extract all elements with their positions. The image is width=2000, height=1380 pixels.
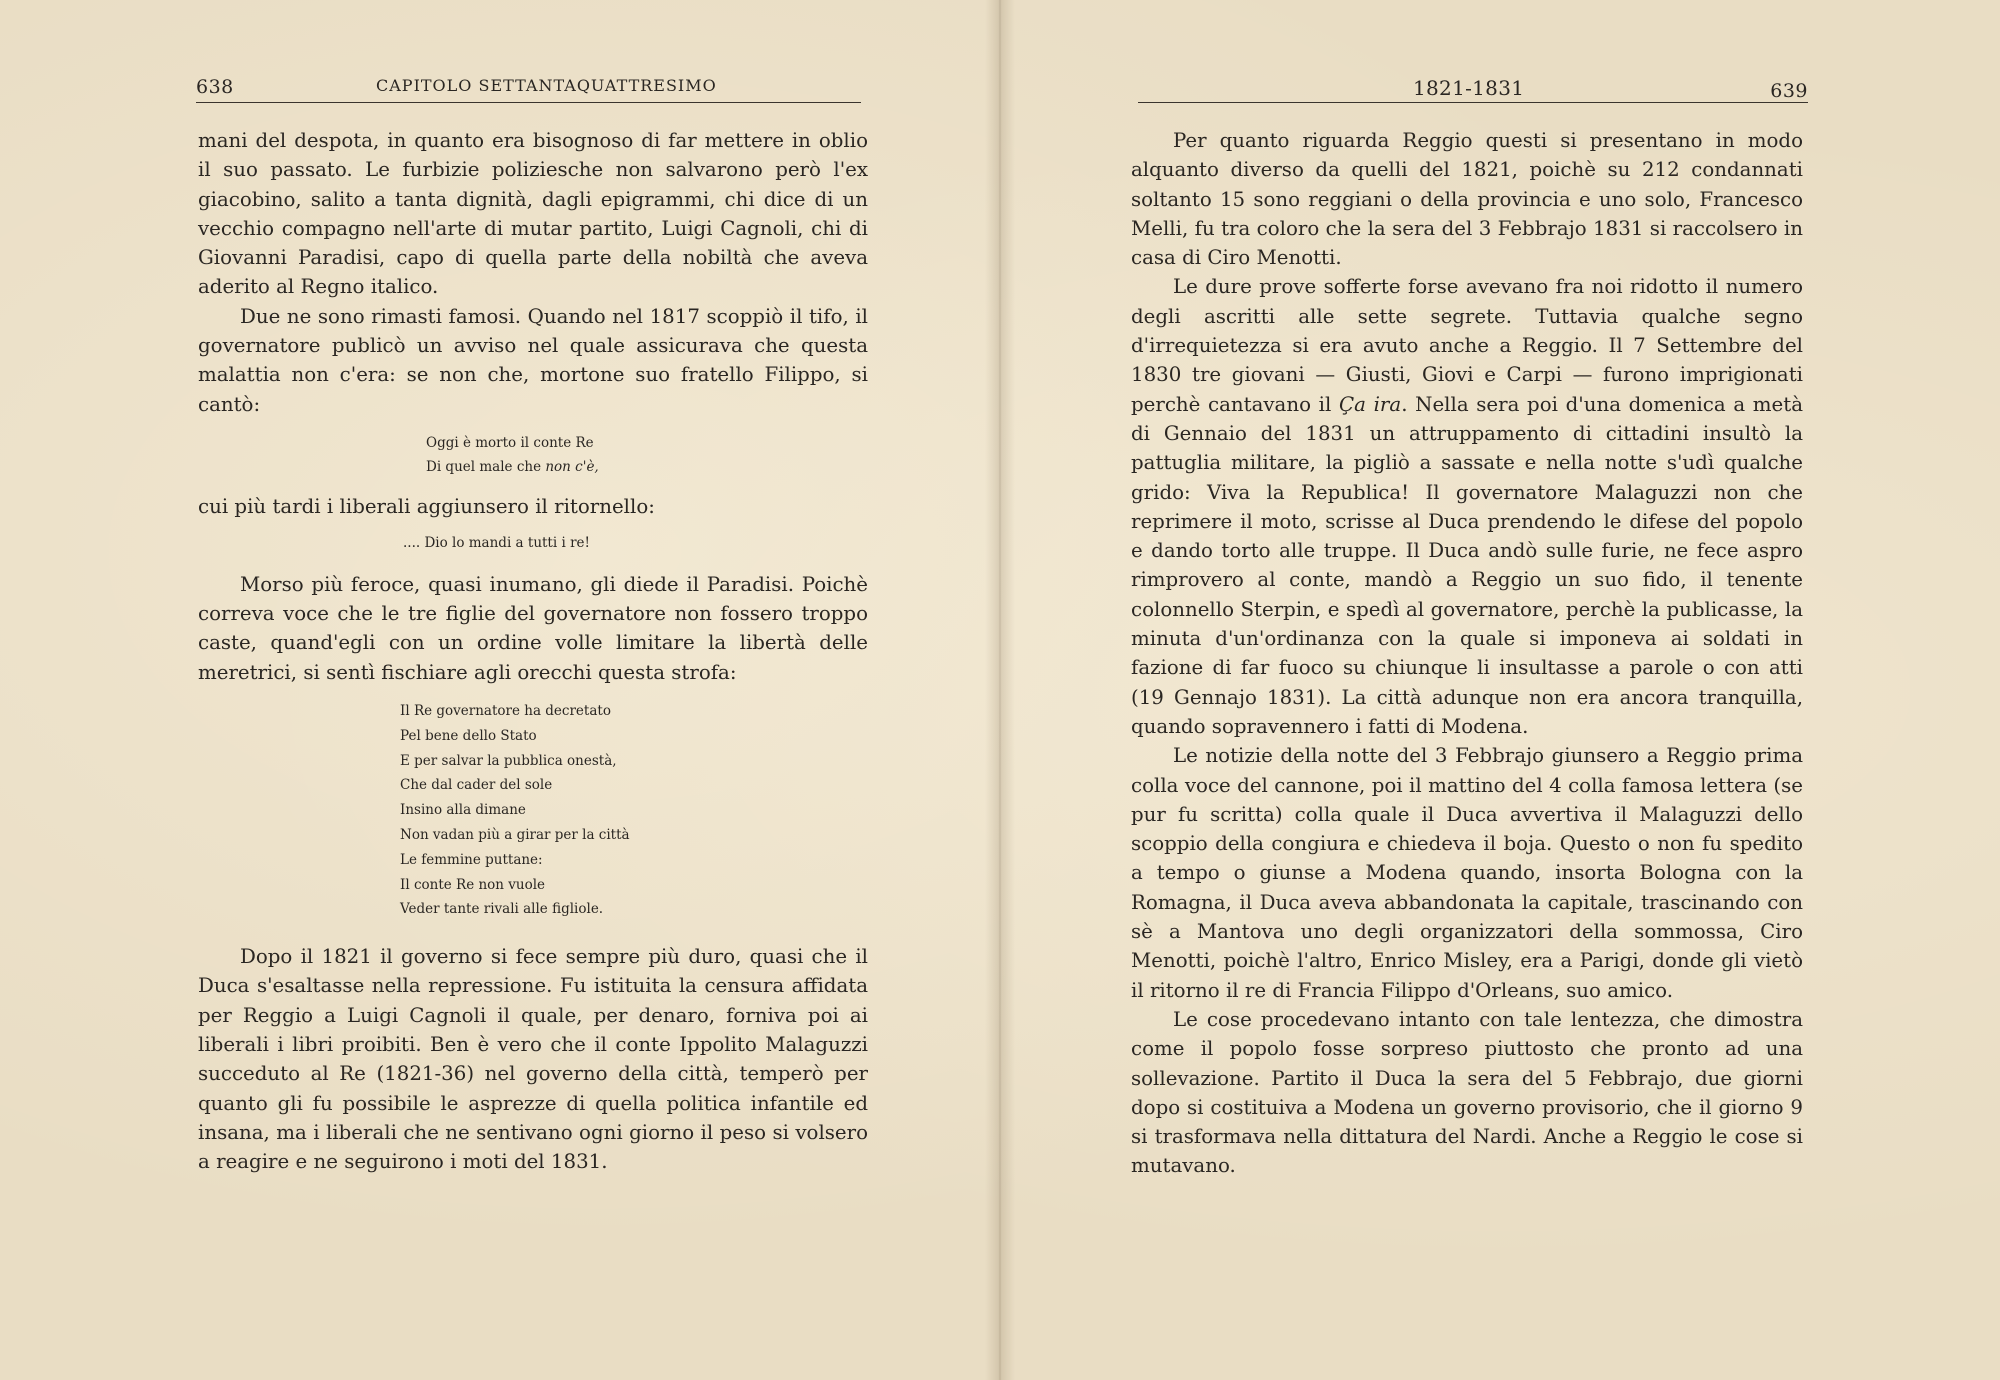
- right-paragraph-2-part-b: . Nella sera poi d'una domenica a metà di Gennaio del 1831 un attruppamento di cittadini insultò la pattuglia militare, la pigliò a sassate e nella notte s'udì qualche grido: Viva la Republica! Il governatore Malaguzzi non che reprimere il moto, scrisse al Duca prendendo le difese del popolo e dando torto alle truppe. Il Duca andò sulle furie, ne fece aspro rimprovero al conte, mandò a Reggio un suo fido, il tenente colonnello Sterpin, e spedì al governatore, perchè la publicasse, la minuta d'un'ordinanza con la quale si imponeva ai soldati in fazione di far fuoco su chiunque li insultasse a parole o con atti (19 Gennajo 1831). La città adunque non era ancora tranquilla, quando sopravennero i fatti di Modena.: [1131, 392, 1803, 738]
- verse-3-line: Le femmine puttane:: [400, 851, 543, 868]
- verse-3-line: Insino alla dimane: [400, 802, 526, 819]
- verse-block-3: [198, 699, 868, 922]
- right-page: [1010, 0, 2000, 1380]
- ca-ira-italic: Ça ira: [1339, 392, 1402, 416]
- left-page-body: [198, 126, 868, 1177]
- verse-block-2: [198, 531, 868, 556]
- left-paragraph-2: Due ne sono rimasti famosi. Quando nel 1817 scoppiò il tifo, il governatore publicò un avviso nel quale assicurava che questa malattia non c'era: se non che, mortone suo fratello Filippo, si cantò:: [198, 304, 868, 416]
- verse-3-line: Che dal cader del sole: [400, 777, 553, 794]
- left-running-header: [196, 72, 861, 103]
- right-page-body: [1131, 126, 1803, 1181]
- verse-3-line: Il conte Re non vuole: [400, 876, 546, 893]
- left-page: [0, 0, 990, 1380]
- left-running-head: CAPITOLO SETTANTAQUATTRESIMO: [376, 76, 717, 95]
- verse-1-line-2: [426, 455, 868, 480]
- left-paragraph-1: mani del despota, in quanto era bisognoso di far mettere in oblio il suo passato. Le furbizie poliziesche non salvarono però l'ex giacobino, salito a tanta dignità, dagli epigrammi, chi dice di un vecchio compagno nell'arte di mutar partito, Luigi Cagnoli, chi di Giovanni Paradisi, capo di quella parte della nobiltà che aveva aderito al Regno italico.: [198, 129, 868, 299]
- left-paragraph-3: cui più tardi i liberali aggiunsero il ritornello:: [198, 494, 655, 518]
- verse-2-line-1: .... Dio lo mandi a tutti i re!: [403, 535, 590, 552]
- right-running-header: [1138, 72, 1808, 103]
- verse-1-line-2-italic: non c'è,: [545, 459, 599, 476]
- verse-3-line: Veder tante rivali alle figliole.: [400, 901, 604, 918]
- right-running-head: 1821-1831: [1413, 76, 1525, 100]
- right-paragraph-1: Per quanto riguarda Reggio questi si presentano in modo alquanto diverso da quelli del 1821, poichè su 212 condannati soltanto 15 sono reggiani o della provincia e uno solo, Francesco Melli, fu tra coloro che la sera del 3 Febbrajo 1831 si raccolsero in casa di Ciro Menotti.: [1131, 129, 1803, 270]
- verse-3-line: Pel bene dello Stato: [400, 727, 537, 744]
- verse-1-line-1: Oggi è morto il conte Re: [426, 434, 594, 451]
- right-page-number: 639: [1770, 80, 1808, 102]
- left-page-number: 638: [196, 76, 234, 98]
- right-paragraph-2: [1131, 272, 1803, 741]
- left-paragraph-4: Morso più feroce, quasi inumano, gli diede il Paradisi. Poichè correva voce che le tre figlie del governatore non fossero troppo caste, quand'egli con un ordine volle limitare la libertà delle meretrici, si sentì fischiare agli orecchi questa strofa:: [198, 572, 868, 684]
- right-paragraph-2-part-a: Le dure prove sofferte forse avevano fra noi ridotto il numero degli ascritti alle sette segrete. Tuttavia qualche segno d'irrequietezza si era avuto anche a Reggio. Il 7 Settembre del 1830 tre giovani — Giusti, Giovi e Carpi — furono imprigionati perchè cantavano il: [1131, 275, 1803, 416]
- left-paragraph-5: Dopo il 1821 il governo si fece sempre più duro, quasi che il Duca s'esaltasse nella repressione. Fu istituita la censura affidata per Reggio a Luigi Cagnoli il quale, per denaro, forniva poi ai liberali i libri proibiti. Ben è vero che il conte Ippolito Malaguzzi succeduto al Re (1821-36) nel governo della città, temperò per quanto gli fu possibile le asprezze di quella politica infantile ed insana, ma i liberali che ne sentivano ogni giorno il peso si volsero a reagire e ne seguirono i moti del 1831.: [198, 945, 868, 1174]
- verse-1-line-2-text: Di quel male che: [426, 459, 542, 476]
- verse-3-line: Il Re governatore ha decretato: [400, 702, 611, 719]
- verse-3-line: Non vadan più a girar per la città: [400, 826, 630, 843]
- right-paragraph-3: Le notizie della notte del 3 Febbrajo giunsero a Reggio prima colla voce del cannone, poi il mattino del 4 colla famosa lettera (se pur fu scritta) colla quale il Duca avvertiva il Malaguzzi dello scoppio della congiura e chiedeva il boja. Questo o non fu spedito a tempo o giunse a Modena quando, insorta Bologna con la Romagna, il Duca aveva abbandonata la capitale, trascinando con sè a Mantova uno degli organizzatori della sommossa, Ciro Menotti, poichè l'altro, Enrico Misley, era a Parigi, donde gli vietò il ritorno il re di Francia Filippo d'Orleans, suo amico.: [1131, 744, 1803, 1002]
- verse-3-line: E per salvar la pubblica onestà,: [400, 752, 617, 769]
- verse-block-1: [198, 431, 868, 480]
- right-paragraph-4: Le cose procedevano intanto con tale lentezza, che dimostra come il popolo fosse sorpreso piuttosto che pronto ad una sollevazione. Partito il Duca la sera del 5 Febbrajo, due giorni dopo si costituiva a Modena un governo provisorio, che il giorno 9 si trasformava nella dittatura del Nardi. Anche a Reggio le cose si mutavano.: [1131, 1007, 1803, 1178]
